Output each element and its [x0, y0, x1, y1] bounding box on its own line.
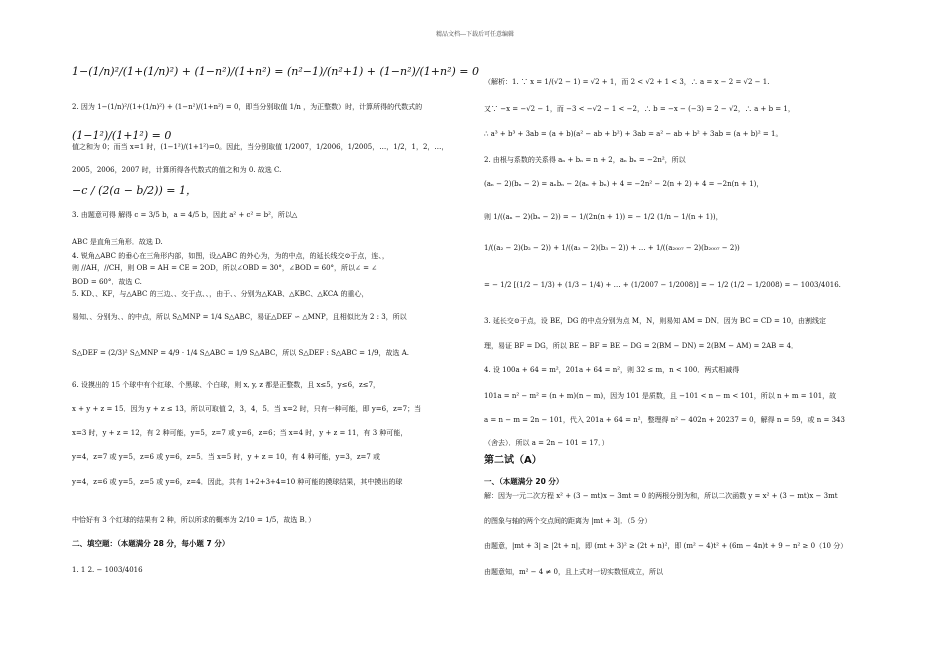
right-text-line: (aₙ − 2)(bₙ − 2) = aₙbₙ − 2(aₙ + bₙ) + 4 = −2n² − 2(n + 2) + 4 = −2n(n + 1)， — [484, 180, 764, 188]
left-text-line: 二、填空题：（本题满分 28 分，每小题 7 分） — [72, 539, 230, 548]
left-text-line: S△DEF = (2/3)² S△MNP = 4/9 · 1/4 S△ABC = 1/9 S△ABC，所以 S△DEF : S△ABC = 1/9，故选 A. — [72, 349, 410, 357]
right-text-line: 2. 由根与系数的关系得 aₙ + bₙ = n + 2，aₙ bₙ = −2n²，所以 — [484, 156, 686, 164]
left-text-line: 值之和为 0；而当 x=1 时，(1−1²)/(1+1²)=0。因此，当分别取值 1/2007，1/2006，1/2005，…，1/2，1，2，…， — [72, 143, 449, 151]
left-text-line: y=4，z=6 或 y=5，z=5 或 y=6，z=4．因此，共有 1+2+3+4=10 种可能的摸球结果，其中摸出的球 — [72, 478, 403, 486]
left-text-line: 1−(1/n)²/(1+(1/n)²) + (1−n²)/(1+n²) = (n²−1)/(n²+1) + (1−n²)/(1+n²) = 0 — [72, 65, 479, 78]
left-text-line: BOD = 60°．故选 C. — [72, 278, 142, 286]
page-header: 精品文档---下载后可任意编辑 — [435, 31, 515, 38]
right-text-line: a = n − m = 2n − 101，代入 201a + 64 = n²，整理得 n² − 402n + 20237 = 0，解得 n = 59，或 n = 343 — [484, 416, 845, 424]
right-text-line: 一、（本题满分 20 分） — [484, 477, 564, 486]
right-text-line: （解析：1. ∵ x = 1/(√2 − 1) = √2 + 1，而 2 < √2 + 1 < 3，∴ a = x − 2 = √2 − 1. — [484, 78, 770, 86]
left-text-line: −c / (2(a − b/2)) = 1， — [72, 184, 197, 197]
right-text-line: 解：因为一元二次方程 x² + (3 − mt)x − 3mt = 0 的两根分别为和，所以二次函数 y = x² + (3 − mt)x − 3mt — [484, 492, 838, 500]
left-text-line: 4. 锐角△ABC 的垂心在三角形内部，如图，设△ABC 的外心为，为的中点，的延长线交⊙于点，连、， — [72, 252, 389, 260]
right-text-line: 则 1/((aₙ − 2)(bₙ − 2)) = − 1/(2n(n + 1)) = − 1/2 (1/n − 1/(n + 1))， — [484, 213, 723, 221]
right-text-line: 4. 设 100a + 64 = m²，201a + 64 = n²，则 32 ≤ m，n < 100．两式相减得 — [484, 366, 740, 374]
right-text-line: （舍去）．所以 a = 2n − 101 = 17．） — [484, 439, 609, 447]
right-text-line: 由题意，|mt + 3| ≥ |2t + n|，即 (mt + 3)² ≥ (2t + n)²，即 (m² − 4)t² + (6m − 4n)t + 9 − n² ≥ 0（10 分） — [484, 542, 848, 550]
right-text-line: ∴ a³ + b³ + 3ab = (a + b)(a² − ab + b²) + 3ab = a² − ab + b² + 3ab = (a + b)² = 1。 — [484, 130, 783, 138]
left-text-line: (1−1²)/(1+1²) = 0 — [72, 129, 172, 142]
right-text-line: 理，易证 BF = DG，所以 BE − BF = BE − DG = 2(BM − DN) = 2(BM − AM) = 2AB = 4． — [484, 342, 799, 350]
right-text-line: = − 1/2 [(1/2 − 1/3) + (1/3 − 1/4) + … + (1/2007 − 1/2008)] = − 1/2 (1/2 − 1/2008) = − 1003/4016. — [484, 281, 841, 289]
left-text-line: x + y + z = 15．因为 y + z ≤ 13，所以可取值 2，3，4，5．当 x=2 时，只有一种可能，即 y=6，z=7；当 — [72, 405, 422, 413]
left-text-line: 则 //AH，//CH，则 OB = AH = CE = 2OD，所以∠OBD = 30°，∠BOD = 60°，所以∠ = ∠ — [72, 264, 378, 272]
right-text-line: 101a = n² − m² = (n + m)(n − m)，因为 101 是质数，且 −101 < n − m < 101，所以 n + m = 101，故 — [484, 392, 837, 400]
right-text-line: 第二试（A） — [484, 455, 542, 466]
left-text-line: 5. KD、、KF，与△ABC 的三边、、交于点、、，由于、、分别为△KAB、△KBC、△KCA 的重心， — [72, 290, 369, 298]
left-text-line: y=4，z=7 或 y=5，z=6 或 y=6，z=5．当 x=5 时，y + z = 10，有 4 种可能，y=3，z=7 或 — [72, 453, 381, 461]
right-text-line: 又∵ −x = −√2 − 1，而 −3 < −√2 − 1 < −2，∴ b = −x − (−3) = 2 − √2，∴ a + b = 1， — [484, 105, 795, 113]
left-text-line: 中恰好有 3 个红球的结果有 2 种，所以所求的概率为 2/10 = 1/5，故选 B．） — [72, 516, 316, 524]
left-text-line: 3. 由题意可得 解得 c = 3/5 b，a = 4/5 b，因此 a² + c² = b²，所以△ — [72, 211, 298, 219]
left-text-line: 6. 设摸出的 15 个球中有个红球、个黑球、个白球，则 x, y, z 都是正整数，且 x≤5，y≤6，z≤7， — [72, 381, 381, 389]
right-text-line: 的图象与轴的两个交点间的距离为 |mt + 3|．（5 分） — [484, 517, 652, 525]
left-text-line: 易知、、分别为、、的中点，所以 S△MNP = 1/4 S△ABC，易证△DEF ∽ △MNP，且相似比为 2 : 3，所以 — [72, 313, 407, 321]
left-text-line: ABC 是直角三角形．故选 D. — [72, 238, 163, 246]
left-text-line: x=3 时，y + z = 12，有 2 种可能，y=5，z=7 或 y=6，z=6；当 x=4 时，y + z = 11，有 3 种可能， — [72, 429, 408, 437]
right-text-line: 3. 延长交⊙于点，设 BE，DG 的中点分别为点 M，N，则易知 AM = DN．因为 BC = CD = 10，由割线定 — [484, 317, 827, 325]
left-text-line: 1. 1 2. − 1003/4016 — [72, 566, 143, 574]
right-text-line: 1/((a₂ − 2)(b₂ − 2)) + 1/((a₃ − 2)(b₃ − 2)) + … + 1/((a₂₀₀₇ − 2)(b₂₀₀₇ − 2)) — [484, 244, 740, 252]
left-text-line: 2. 因为 1−(1/n)²/(1+(1/n)²) + (1−n²)/(1+n²) = 0，即当分别取值 1/n ，为正整数）时，计算所得的代数式的 — [72, 103, 423, 111]
right-text-line: 由题意知，m² − 4 ≠ 0，且上式对一切实数恒成立，所以 — [484, 568, 663, 576]
left-text-line: 2005，2006，2007 时，计算所得各代数式的值之和为 0. 故选 C. — [72, 166, 282, 174]
